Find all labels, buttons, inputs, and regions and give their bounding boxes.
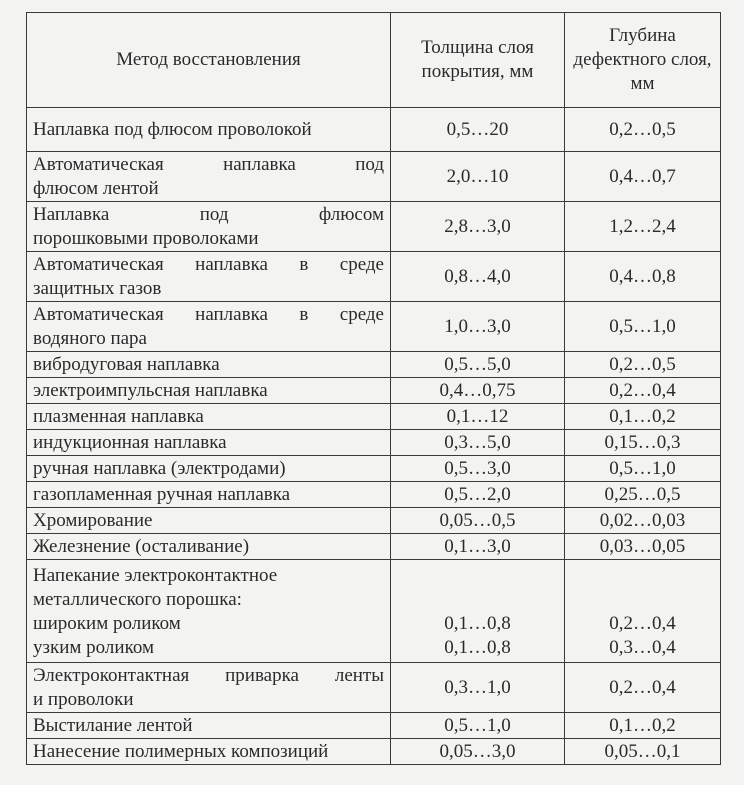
method-line: защитных газов bbox=[33, 277, 162, 299]
depth-cell: 0,03…0,05 bbox=[565, 534, 721, 560]
method-line: Наплавка под флюсом bbox=[33, 203, 384, 225]
depth-cell: 0,1…0,2 bbox=[565, 404, 721, 430]
thickness-value: 0,1…0,8 bbox=[444, 637, 511, 658]
table-row bbox=[27, 108, 721, 152]
thickness-cell: 0,5…1,0 bbox=[391, 713, 565, 739]
method-cell: ручная наплавка (электродами) bbox=[27, 456, 391, 482]
thickness-cell: 0,1…12 bbox=[391, 404, 565, 430]
thickness-cell: 2,8…3,0 bbox=[391, 202, 565, 252]
thickness-cell: 0,1…3,0 bbox=[391, 534, 565, 560]
method-line: Электроконтактная приварка ленты bbox=[33, 664, 384, 686]
method-line: водяного пара bbox=[33, 327, 147, 349]
method-cell bbox=[27, 302, 391, 352]
thickness-cell: 2,0…10 bbox=[391, 152, 565, 202]
depth-cell: 0,5…1,0 bbox=[565, 302, 721, 352]
thickness-cell: 0,4…0,75 bbox=[391, 378, 565, 404]
depth-cell: 0,2…0,5 bbox=[565, 352, 721, 378]
table-row bbox=[27, 302, 721, 352]
thickness-cell: 0,5…5,0 bbox=[391, 352, 565, 378]
thickness-cell: 0,8…4,0 bbox=[391, 252, 565, 302]
method-line: флюсом лентой bbox=[33, 177, 159, 199]
depth-cell: 0,15…0,3 bbox=[565, 430, 721, 456]
table-row bbox=[27, 352, 721, 378]
thickness-cell: 0,05…3,0 bbox=[391, 739, 565, 765]
depth-cell: 0,4…0,7 bbox=[565, 152, 721, 202]
depth-cell: 0,2…0,4 bbox=[565, 663, 721, 713]
table-row bbox=[27, 560, 721, 663]
depth-value: 0,3…0,4 bbox=[609, 637, 676, 658]
depth-cell: 0,2…0,5 bbox=[565, 108, 721, 152]
method-cell: газопламенная ручная наплавка bbox=[27, 482, 391, 508]
method-cell: Нанесение полимерных композиций bbox=[27, 739, 391, 765]
method-cell bbox=[27, 202, 391, 252]
method-line: порошковыми проволоками bbox=[33, 227, 259, 249]
method-cell: электроимпульсная наплавка bbox=[27, 378, 391, 404]
depth-cell: 0,2…0,4 bbox=[565, 378, 721, 404]
thickness-cell: 0,3…5,0 bbox=[391, 430, 565, 456]
depth-cell: 0,05…0,1 bbox=[565, 739, 721, 765]
method-cell: вибродуговая наплавка bbox=[27, 352, 391, 378]
method-cell bbox=[27, 252, 391, 302]
table-row bbox=[27, 739, 721, 765]
header-depth: Глубина дефектного слоя, мм bbox=[565, 13, 721, 108]
thickness-cell: 1,0…3,0 bbox=[391, 302, 565, 352]
table-row bbox=[27, 378, 721, 404]
thickness-cell: 0,3…1,0 bbox=[391, 663, 565, 713]
method-cell: Выстилание лентой bbox=[27, 713, 391, 739]
depth-cell: 0,25…0,5 bbox=[565, 482, 721, 508]
method-line: и проволоки bbox=[33, 688, 134, 710]
table-row bbox=[27, 456, 721, 482]
depth-value: 0,2…0,4 bbox=[609, 613, 676, 634]
method-line: Напекание электроконтактное bbox=[33, 565, 278, 586]
depth-cell: 0,5…1,0 bbox=[565, 456, 721, 482]
thickness-value: 0,1…0,8 bbox=[444, 613, 511, 634]
method-subitem: узким роликом bbox=[33, 637, 155, 658]
table-row bbox=[27, 404, 721, 430]
depth-cell: 0,1…0,2 bbox=[565, 713, 721, 739]
depth-cell: 0,4…0,8 bbox=[565, 252, 721, 302]
method-line: Автоматическая наплавка в среде bbox=[33, 253, 384, 275]
method-cell: плазменная наплавка bbox=[27, 404, 391, 430]
header-method: Метод восстановления bbox=[27, 13, 391, 108]
table-row bbox=[27, 202, 721, 252]
method-cell bbox=[27, 152, 391, 202]
table-row bbox=[27, 713, 721, 739]
method-cell: Железнение (осталивание) bbox=[27, 534, 391, 560]
table-row bbox=[27, 663, 721, 713]
depth-cell: 0,02…0,03 bbox=[565, 508, 721, 534]
table-row bbox=[27, 152, 721, 202]
method-line: металлического порошка: bbox=[33, 589, 242, 610]
thickness-cell: 0,5…20 bbox=[391, 108, 565, 152]
table-row bbox=[27, 534, 721, 560]
method-line: Автоматическая наплавка в среде bbox=[33, 303, 384, 325]
method-cell bbox=[27, 663, 391, 713]
method-cell: Хромирование bbox=[27, 508, 391, 534]
table-row bbox=[27, 508, 721, 534]
method-cell bbox=[27, 560, 391, 663]
table-header-row bbox=[27, 13, 721, 108]
header-thickness: Толщина слоя покрытия, мм bbox=[391, 13, 565, 108]
method-cell: индукционная наплавка bbox=[27, 430, 391, 456]
method-subitem: широким роликом bbox=[33, 613, 181, 634]
depth-cell bbox=[565, 560, 721, 663]
method-line: Автоматическая наплавка под bbox=[33, 153, 384, 175]
thickness-cell bbox=[391, 560, 565, 663]
thickness-cell: 0,05…0,5 bbox=[391, 508, 565, 534]
thickness-cell: 0,5…2,0 bbox=[391, 482, 565, 508]
table-row bbox=[27, 252, 721, 302]
thickness-cell: 0,5…3,0 bbox=[391, 456, 565, 482]
method-cell: Наплавка под флюсом проволокой bbox=[27, 108, 391, 152]
depth-cell: 1,2…2,4 bbox=[565, 202, 721, 252]
restoration-methods-table bbox=[26, 12, 721, 765]
table-row bbox=[27, 482, 721, 508]
table-row bbox=[27, 430, 721, 456]
